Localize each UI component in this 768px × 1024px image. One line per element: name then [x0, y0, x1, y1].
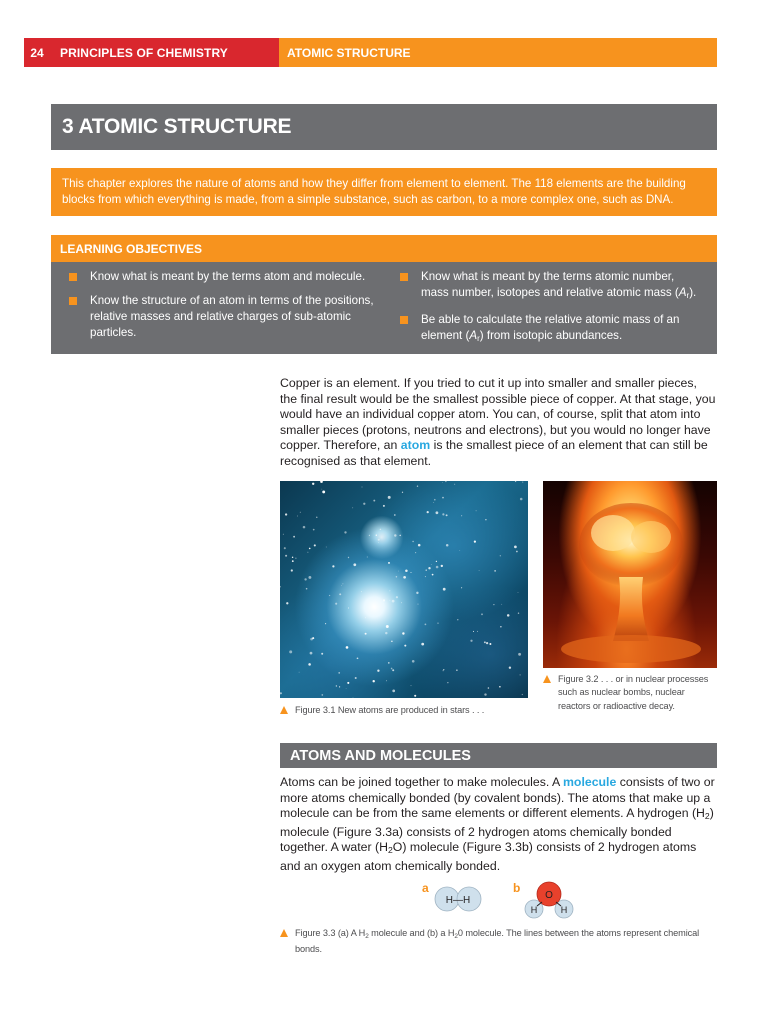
- star-dot: [520, 498, 523, 501]
- star-dot: [339, 686, 340, 687]
- star-dot: [338, 672, 340, 674]
- star-dot: [347, 682, 349, 684]
- star-dot: [336, 685, 337, 686]
- star-dot: [390, 591, 391, 592]
- star-dot: [425, 576, 426, 577]
- star-dot: [280, 692, 282, 694]
- star-dot: [520, 674, 521, 675]
- star-dot: [365, 617, 366, 618]
- star-dot: [391, 668, 393, 670]
- star-dot: [295, 558, 296, 559]
- star-dot: [312, 637, 314, 639]
- star-dot: [500, 555, 501, 556]
- star-dot: [442, 497, 444, 499]
- star-dot: [306, 588, 308, 590]
- star-dot: [369, 535, 370, 536]
- star-dot: [402, 632, 404, 634]
- star-dot: [376, 535, 377, 536]
- star-dot: [292, 560, 294, 562]
- star-dot: [441, 565, 443, 567]
- star-dot: [500, 626, 501, 627]
- star-dot: [434, 499, 436, 501]
- star-dot: [285, 555, 287, 557]
- learning-objectives-heading: LEARNING OBJECTIVES: [51, 235, 717, 262]
- star-dot: [293, 536, 295, 538]
- star-dot: [388, 662, 390, 664]
- h2-formula-text: H—H: [445, 895, 471, 906]
- star-dot: [383, 505, 385, 507]
- star-dot: [320, 481, 323, 483]
- star-dot: [396, 576, 398, 578]
- star-dot: [421, 643, 424, 646]
- chapter-title: 3 ATOMIC STRUCTURE: [51, 104, 717, 150]
- star-dot: [457, 619, 458, 620]
- star-dot: [442, 513, 444, 515]
- star-dot: [310, 652, 313, 655]
- objective-item: Know what is meant by the terms atomic number, mass number, isotopes and relative atomic mass $(A_r)$.: [400, 269, 705, 304]
- star-dot: [412, 660, 415, 663]
- hydrogen-molecule: [435, 887, 481, 911]
- star-dot: [388, 562, 390, 564]
- star-dot: [481, 613, 483, 615]
- star-dot: [329, 595, 330, 596]
- star-dot: [394, 514, 396, 516]
- star-dot: [380, 529, 382, 531]
- star-dot: [291, 569, 293, 571]
- star-dot: [308, 663, 311, 666]
- star-dot: [433, 502, 434, 503]
- page-number: 24: [24, 38, 50, 67]
- star-dot: [342, 583, 343, 584]
- star-dot: [414, 695, 416, 697]
- figure-caption: Figure 3.3 (a) A $H_2$ molecule and (b) a $H_20$ molecule. The lines between the atoms represent chemical bonds.: [280, 927, 717, 957]
- star-dot: [411, 685, 412, 686]
- running-header: [24, 38, 717, 67]
- star-dot: [514, 546, 517, 549]
- star-dot: [399, 535, 401, 537]
- star-dot: [377, 670, 379, 672]
- star-dot: [417, 486, 418, 487]
- star-dot: [316, 517, 317, 518]
- star-dot: [474, 541, 476, 543]
- square-bullet-icon: [69, 297, 77, 305]
- star-dot: [405, 569, 408, 572]
- star-dot: [518, 653, 521, 656]
- star-dot: [522, 694, 523, 695]
- star-dot: [470, 640, 472, 642]
- section-heading: ATOMS AND MOLECULES: [280, 743, 717, 768]
- triangle-marker-icon: [543, 675, 551, 683]
- star-dot: [322, 490, 325, 493]
- learning-objectives-list: [51, 262, 717, 354]
- star-dot: [428, 567, 430, 569]
- figure-caption: Figure 3.2 . . . or in nuclear processes such as nuclear bombs, nuclear reactors or radioactive decay.: [543, 673, 717, 713]
- star-dot: [307, 552, 308, 553]
- star-dot: [518, 613, 519, 614]
- star-dot: [489, 643, 491, 645]
- square-bullet-icon: [69, 273, 77, 281]
- star-dot: [286, 602, 288, 604]
- mushroom-cloud: [543, 481, 717, 668]
- figure-label-b: b: [513, 881, 521, 895]
- star-dot: [373, 680, 375, 682]
- star-dot: [443, 669, 444, 670]
- star-dot: [304, 578, 306, 580]
- star-dot: [391, 641, 392, 642]
- section-title: ATOMIC STRUCTURE: [279, 38, 717, 67]
- star-dot: [378, 539, 380, 541]
- star-dot: [418, 544, 421, 547]
- star-dot: [442, 482, 443, 483]
- star-dot: [300, 512, 301, 513]
- water-molecule: [525, 882, 573, 918]
- star-dot: [436, 561, 437, 562]
- figure-caption: Figure 3.1 New atoms are produced in stars . . .: [280, 704, 528, 717]
- star-dot: [484, 641, 486, 643]
- star-dot: [418, 604, 419, 605]
- star-dot: [436, 566, 439, 569]
- figure-nuclear-explosion-image: [543, 481, 717, 668]
- star-dot: [386, 625, 389, 628]
- molecule-diagram: [430, 878, 580, 922]
- star-dot: [363, 503, 365, 505]
- star-dot: [348, 557, 349, 558]
- star-dot: [280, 586, 281, 588]
- star-dot: [313, 529, 315, 531]
- chapter-intro: This chapter explores the nature of atoms and how they differ from element to element. The 118 elements are the building blocks from which everything is made, from a simple substance, such as carbon, to a more complex one, such as DNA.: [51, 168, 717, 216]
- star-dot: [515, 481, 516, 482]
- body-paragraph: Copper is an element. If you tried to cut it up into smaller and smaller pieces, the final result would be the smallest possible piece of copper. At that stage, you would have an individual copper atom. You can, of course, split that atom into smaller pieces (protons, neutrons and electrons), but you would no longer have copper. Therefore, an atom is the smallest piece of an element that can still be recognised as that element.: [280, 376, 716, 468]
- star-dot: [461, 515, 462, 516]
- star-dot: [355, 677, 357, 679]
- star-dot: [415, 552, 416, 553]
- star-dot: [431, 564, 432, 565]
- star-dot: [385, 632, 387, 634]
- star-dot: [392, 669, 394, 671]
- star-dot: [501, 604, 502, 605]
- book-title: PRINCIPLES OF CHEMISTRY: [50, 38, 279, 67]
- star-dot: [516, 551, 518, 553]
- oxygen-label: O: [545, 890, 553, 901]
- star-dot: [403, 576, 406, 579]
- star-dot: [484, 693, 486, 695]
- figure-label-a: a: [422, 881, 429, 895]
- star-dot: [436, 511, 439, 514]
- star-dot: [297, 516, 298, 517]
- star-dot: [493, 604, 494, 605]
- star-dot: [476, 510, 477, 511]
- star-dot: [426, 569, 427, 570]
- star-dot: [443, 670, 444, 671]
- star-dot: [346, 646, 349, 649]
- star-dot: [402, 492, 403, 493]
- star-dot: [459, 550, 460, 551]
- star-dot: [326, 547, 327, 548]
- star-dot: [425, 624, 427, 626]
- star-dot: [332, 565, 334, 567]
- star-dot: [446, 544, 449, 547]
- key-term-molecule: molecule: [563, 775, 617, 789]
- square-bullet-icon: [400, 273, 408, 281]
- objective-item: Know what is meant by the terms atom and molecule.: [69, 269, 389, 285]
- star-dot: [284, 547, 286, 549]
- star-dot: [283, 534, 284, 535]
- star-dot: [488, 687, 490, 689]
- star-dot: [352, 507, 353, 508]
- star-dot: [341, 585, 342, 586]
- star-dot: [365, 633, 367, 635]
- star-dot: [392, 690, 395, 693]
- star-dot: [461, 587, 462, 588]
- star-dot: [314, 544, 316, 546]
- star-dot: [321, 489, 322, 490]
- star-dot: [494, 570, 496, 572]
- star-dot: [383, 599, 385, 601]
- star-dot: [522, 482, 523, 483]
- star-dot: [344, 531, 346, 533]
- star-dot: [456, 669, 457, 670]
- star-dot: [388, 496, 391, 499]
- star-dot: [289, 650, 292, 653]
- star-dot: [392, 600, 395, 603]
- square-bullet-icon: [400, 316, 408, 324]
- star-dot: [299, 672, 300, 673]
- body-paragraph: Atoms can be joined together to make molecules. A molecule consists of two or more atoms chemically bonded (by covalent bonds). The atoms that make up a molecule can be from the same elements or different elements. A hydrogen $(H_2)$ molecule (Figure 3.3a) consists of 2 hydrogen atoms chemically bonded together. A water $(H_2O)$ molecule (Figure 3.3b) consists of 2 hydrogen atoms and an oxygen atom chemically bonded.: [280, 775, 715, 873]
- star-dot: [404, 645, 406, 647]
- star-dot: [396, 596, 398, 598]
- hydrogen-label: H: [530, 905, 538, 915]
- star-dot: [445, 481, 446, 482]
- star-dot: [437, 623, 438, 624]
- star-dot: [473, 631, 474, 632]
- star-dot: [507, 614, 510, 617]
- star-dot: [454, 484, 455, 485]
- figure-stars-image: [280, 481, 528, 698]
- star-dot: [485, 519, 486, 520]
- star-dot: [401, 602, 402, 603]
- star-dot: [499, 686, 501, 688]
- star-dot: [303, 526, 306, 529]
- star-dot: [394, 534, 396, 536]
- star-dot: [312, 483, 314, 485]
- star-dot: [412, 541, 413, 542]
- star-dot: [309, 548, 311, 550]
- star-dot: [378, 542, 379, 543]
- objective-item: Be able to calculate the relative atomic mass of an element $(A_r)$ from isotopic abundances.: [400, 312, 705, 347]
- star-dot: [427, 511, 429, 513]
- star-dot: [346, 688, 347, 689]
- star-dot: [443, 588, 446, 591]
- star-dot: [390, 600, 391, 601]
- star-dot: [348, 608, 349, 609]
- star-dot: [292, 557, 293, 558]
- star-dot: [411, 572, 412, 573]
- star-dot: [479, 570, 480, 571]
- star-dot: [353, 563, 356, 566]
- star-dot: [373, 500, 375, 502]
- star-dot: [357, 657, 359, 659]
- star-dot: [353, 697, 354, 698]
- star-dot: [447, 682, 448, 683]
- star-dot: [321, 694, 323, 696]
- star-dot: [308, 576, 311, 579]
- star-dot: [518, 592, 519, 593]
- star-dot: [367, 557, 368, 558]
- key-term-atom: atom: [400, 438, 431, 453]
- star-dot: [325, 623, 326, 624]
- objective-item: Know the structure of an atom in terms of the positions, relative masses and relative charges of sub-atomic particles.: [69, 293, 389, 341]
- star-dot: [398, 571, 399, 572]
- star-dot: [477, 631, 478, 632]
- star-dot: [446, 514, 448, 516]
- star-dot: [362, 487, 363, 488]
- star-field: [280, 481, 528, 698]
- star-dot: [285, 513, 287, 515]
- star-dot: [486, 642, 488, 644]
- triangle-marker-icon: [280, 929, 288, 937]
- triangle-marker-icon: [280, 706, 288, 714]
- hydrogen-label: H: [560, 905, 568, 915]
- star-dot: [321, 653, 323, 655]
- star-dot: [416, 592, 418, 594]
- star-dot: [432, 574, 434, 576]
- star-dot: [335, 603, 337, 605]
- star-dot: [386, 680, 387, 681]
- star-dot: [509, 667, 511, 669]
- star-dot: [361, 591, 362, 592]
- star-dot: [339, 593, 341, 595]
